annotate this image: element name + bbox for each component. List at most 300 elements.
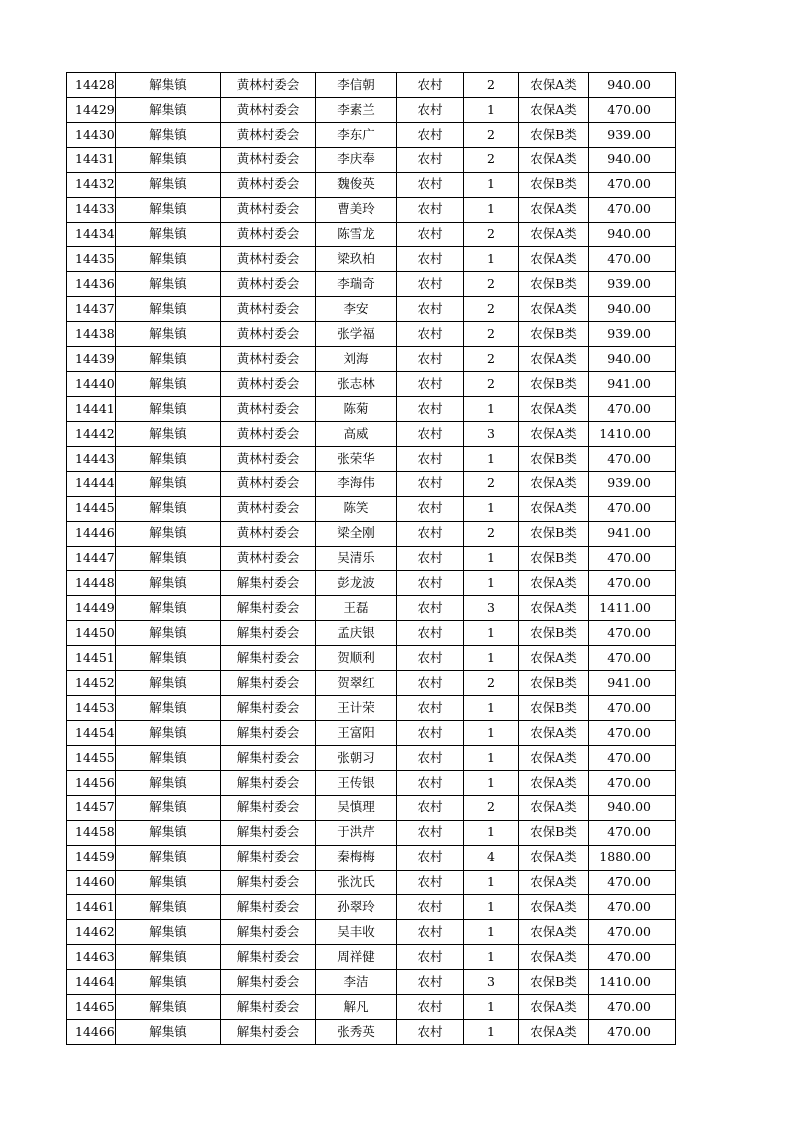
member-count-cell: 4 bbox=[464, 845, 519, 870]
record-id-cell: 14455 bbox=[67, 745, 116, 770]
household-type-cell: 农村 bbox=[397, 546, 464, 571]
insurance-category-cell: 农保B类 bbox=[519, 372, 589, 397]
village-committee-cell: 解集村委会 bbox=[221, 745, 316, 770]
village-committee-cell: 解集村委会 bbox=[221, 571, 316, 596]
person-name-cell: 梁玖柏 bbox=[316, 247, 397, 272]
member-count-cell: 3 bbox=[464, 421, 519, 446]
amount-cell: 1880.00 bbox=[589, 845, 676, 870]
table-row bbox=[67, 97, 676, 122]
insurance-category-cell: 农保A类 bbox=[519, 147, 589, 172]
village-committee-cell: 黄林村委会 bbox=[221, 396, 316, 421]
amount-cell: 470.00 bbox=[589, 895, 676, 920]
amount-cell: 470.00 bbox=[589, 770, 676, 795]
person-name-cell: 高威 bbox=[316, 421, 397, 446]
village-committee-cell: 解集村委会 bbox=[221, 795, 316, 820]
amount-cell: 470.00 bbox=[589, 621, 676, 646]
person-name-cell: 贺顺利 bbox=[316, 646, 397, 671]
record-id-cell: 14446 bbox=[67, 521, 116, 546]
household-type-cell: 农村 bbox=[397, 671, 464, 696]
village-committee-cell: 黄林村委会 bbox=[221, 496, 316, 521]
person-name-cell: 王富阳 bbox=[316, 720, 397, 745]
member-count-cell: 2 bbox=[464, 297, 519, 322]
household-type-cell: 农村 bbox=[397, 795, 464, 820]
record-id-cell: 14447 bbox=[67, 546, 116, 571]
village-committee-cell: 解集村委会 bbox=[221, 970, 316, 995]
member-count-cell: 2 bbox=[464, 73, 519, 98]
table-row bbox=[67, 696, 676, 721]
member-count-cell: 3 bbox=[464, 596, 519, 621]
person-name-cell: 陈笑 bbox=[316, 496, 397, 521]
amount-cell: 470.00 bbox=[589, 571, 676, 596]
insurance-category-cell: 农保A类 bbox=[519, 920, 589, 945]
member-count-cell: 2 bbox=[464, 222, 519, 247]
record-id-cell: 14458 bbox=[67, 820, 116, 845]
amount-cell: 470.00 bbox=[589, 646, 676, 671]
person-name-cell: 陈雪龙 bbox=[316, 222, 397, 247]
insurance-category-cell: 农保A类 bbox=[519, 247, 589, 272]
town-cell: 解集镇 bbox=[116, 895, 221, 920]
table-row bbox=[67, 172, 676, 197]
insurance-category-cell: 农保A类 bbox=[519, 795, 589, 820]
insurance-category-cell: 农保A类 bbox=[519, 770, 589, 795]
record-id-cell: 14438 bbox=[67, 322, 116, 347]
record-id-cell: 14428 bbox=[67, 73, 116, 98]
amount-cell: 470.00 bbox=[589, 446, 676, 471]
member-count-cell: 1 bbox=[464, 870, 519, 895]
town-cell: 解集镇 bbox=[116, 820, 221, 845]
record-id-cell: 14464 bbox=[67, 970, 116, 995]
record-id-cell: 14445 bbox=[67, 496, 116, 521]
member-count-cell: 2 bbox=[464, 471, 519, 496]
record-id-cell: 14461 bbox=[67, 895, 116, 920]
amount-cell: 470.00 bbox=[589, 720, 676, 745]
insurance-category-cell: 农保A类 bbox=[519, 945, 589, 970]
town-cell: 解集镇 bbox=[116, 546, 221, 571]
person-name-cell: 秦梅梅 bbox=[316, 845, 397, 870]
household-type-cell: 农村 bbox=[397, 297, 464, 322]
amount-cell: 470.00 bbox=[589, 97, 676, 122]
household-type-cell: 农村 bbox=[397, 820, 464, 845]
table-row bbox=[67, 322, 676, 347]
person-name-cell: 吴慎理 bbox=[316, 795, 397, 820]
insurance-category-cell: 农保B类 bbox=[519, 696, 589, 721]
town-cell: 解集镇 bbox=[116, 247, 221, 272]
town-cell: 解集镇 bbox=[116, 372, 221, 397]
insurance-category-cell: 农保B类 bbox=[519, 671, 589, 696]
village-committee-cell: 解集村委会 bbox=[221, 696, 316, 721]
village-committee-cell: 解集村委会 bbox=[221, 646, 316, 671]
record-id-cell: 14440 bbox=[67, 372, 116, 397]
member-count-cell: 1 bbox=[464, 696, 519, 721]
table-row bbox=[67, 770, 676, 795]
person-name-cell: 李庆奉 bbox=[316, 147, 397, 172]
record-id-cell: 14451 bbox=[67, 646, 116, 671]
table-row bbox=[67, 646, 676, 671]
village-committee-cell: 解集村委会 bbox=[221, 820, 316, 845]
household-type-cell: 农村 bbox=[397, 421, 464, 446]
insurance-category-cell: 农保A类 bbox=[519, 596, 589, 621]
village-committee-cell: 黄林村委会 bbox=[221, 147, 316, 172]
amount-cell: 470.00 bbox=[589, 1020, 676, 1045]
record-id-cell: 14452 bbox=[67, 671, 116, 696]
town-cell: 解集镇 bbox=[116, 845, 221, 870]
household-type-cell: 农村 bbox=[397, 970, 464, 995]
village-committee-cell: 黄林村委会 bbox=[221, 297, 316, 322]
village-committee-cell: 解集村委会 bbox=[221, 621, 316, 646]
table-row bbox=[67, 446, 676, 471]
town-cell: 解集镇 bbox=[116, 73, 221, 98]
record-id-cell: 14437 bbox=[67, 297, 116, 322]
village-committee-cell: 解集村委会 bbox=[221, 671, 316, 696]
amount-cell: 470.00 bbox=[589, 696, 676, 721]
member-count-cell: 1 bbox=[464, 945, 519, 970]
household-type-cell: 农村 bbox=[397, 222, 464, 247]
table-row bbox=[67, 471, 676, 496]
table-row bbox=[67, 297, 676, 322]
insurance-category-cell: 农保B类 bbox=[519, 172, 589, 197]
town-cell: 解集镇 bbox=[116, 571, 221, 596]
household-type-cell: 农村 bbox=[397, 870, 464, 895]
household-type-cell: 农村 bbox=[397, 347, 464, 372]
household-type-cell: 农村 bbox=[397, 571, 464, 596]
village-committee-cell: 黄林村委会 bbox=[221, 247, 316, 272]
person-name-cell: 李瑞奇 bbox=[316, 272, 397, 297]
amount-cell: 470.00 bbox=[589, 247, 676, 272]
person-name-cell: 张荣华 bbox=[316, 446, 397, 471]
household-type-cell: 农村 bbox=[397, 770, 464, 795]
amount-cell: 940.00 bbox=[589, 147, 676, 172]
record-id-cell: 14460 bbox=[67, 870, 116, 895]
person-name-cell: 张学福 bbox=[316, 322, 397, 347]
record-id-cell: 14457 bbox=[67, 795, 116, 820]
town-cell: 解集镇 bbox=[116, 471, 221, 496]
town-cell: 解集镇 bbox=[116, 646, 221, 671]
town-cell: 解集镇 bbox=[116, 945, 221, 970]
table-row bbox=[67, 795, 676, 820]
person-name-cell: 王计荣 bbox=[316, 696, 397, 721]
member-count-cell: 2 bbox=[464, 795, 519, 820]
household-type-cell: 农村 bbox=[397, 621, 464, 646]
member-count-cell: 1 bbox=[464, 496, 519, 521]
town-cell: 解集镇 bbox=[116, 596, 221, 621]
member-count-cell: 2 bbox=[464, 521, 519, 546]
table-row bbox=[67, 222, 676, 247]
record-id-cell: 14454 bbox=[67, 720, 116, 745]
table-row bbox=[67, 372, 676, 397]
person-name-cell: 李素兰 bbox=[316, 97, 397, 122]
record-id-cell: 14449 bbox=[67, 596, 116, 621]
amount-cell: 470.00 bbox=[589, 197, 676, 222]
town-cell: 解集镇 bbox=[116, 297, 221, 322]
insurance-category-cell: 农保A类 bbox=[519, 97, 589, 122]
record-id-cell: 14439 bbox=[67, 347, 116, 372]
table-row bbox=[67, 396, 676, 421]
table-row bbox=[67, 1020, 676, 1045]
amount-cell: 1410.00 bbox=[589, 421, 676, 446]
amount-cell: 939.00 bbox=[589, 122, 676, 147]
town-cell: 解集镇 bbox=[116, 396, 221, 421]
records-table bbox=[66, 72, 676, 1045]
village-committee-cell: 黄林村委会 bbox=[221, 73, 316, 98]
insurance-category-cell: 农保A类 bbox=[519, 421, 589, 446]
village-committee-cell: 解集村委会 bbox=[221, 720, 316, 745]
town-cell: 解集镇 bbox=[116, 621, 221, 646]
amount-cell: 939.00 bbox=[589, 272, 676, 297]
amount-cell: 941.00 bbox=[589, 671, 676, 696]
household-type-cell: 农村 bbox=[397, 745, 464, 770]
village-committee-cell: 黄林村委会 bbox=[221, 446, 316, 471]
person-name-cell: 解凡 bbox=[316, 995, 397, 1020]
household-type-cell: 农村 bbox=[397, 122, 464, 147]
person-name-cell: 王磊 bbox=[316, 596, 397, 621]
household-type-cell: 农村 bbox=[397, 1020, 464, 1045]
insurance-category-cell: 农保B类 bbox=[519, 322, 589, 347]
insurance-category-cell: 农保A类 bbox=[519, 995, 589, 1020]
household-type-cell: 农村 bbox=[397, 945, 464, 970]
table-row bbox=[67, 197, 676, 222]
household-type-cell: 农村 bbox=[397, 995, 464, 1020]
village-committee-cell: 黄林村委会 bbox=[221, 546, 316, 571]
town-cell: 解集镇 bbox=[116, 770, 221, 795]
town-cell: 解集镇 bbox=[116, 671, 221, 696]
household-type-cell: 农村 bbox=[397, 197, 464, 222]
village-committee-cell: 黄林村委会 bbox=[221, 172, 316, 197]
amount-cell: 940.00 bbox=[589, 222, 676, 247]
village-committee-cell: 黄林村委会 bbox=[221, 97, 316, 122]
village-committee-cell: 黄林村委会 bbox=[221, 322, 316, 347]
amount-cell: 470.00 bbox=[589, 172, 676, 197]
amount-cell: 1410.00 bbox=[589, 970, 676, 995]
table-row bbox=[67, 720, 676, 745]
table-row bbox=[67, 546, 676, 571]
village-committee-cell: 黄林村委会 bbox=[221, 222, 316, 247]
record-id-cell: 14429 bbox=[67, 97, 116, 122]
person-name-cell: 贺翠红 bbox=[316, 671, 397, 696]
insurance-category-cell: 农保B类 bbox=[519, 122, 589, 147]
amount-cell: 470.00 bbox=[589, 546, 676, 571]
person-name-cell: 彭龙波 bbox=[316, 571, 397, 596]
amount-cell: 940.00 bbox=[589, 297, 676, 322]
insurance-category-cell: 农保B类 bbox=[519, 621, 589, 646]
amount-cell: 1411.00 bbox=[589, 596, 676, 621]
amount-cell: 470.00 bbox=[589, 920, 676, 945]
village-committee-cell: 解集村委会 bbox=[221, 995, 316, 1020]
record-id-cell: 14456 bbox=[67, 770, 116, 795]
amount-cell: 470.00 bbox=[589, 396, 676, 421]
table-row bbox=[67, 995, 676, 1020]
town-cell: 解集镇 bbox=[116, 421, 221, 446]
household-type-cell: 农村 bbox=[397, 172, 464, 197]
amount-cell: 940.00 bbox=[589, 795, 676, 820]
household-type-cell: 农村 bbox=[397, 322, 464, 347]
record-id-cell: 14434 bbox=[67, 222, 116, 247]
member-count-cell: 1 bbox=[464, 446, 519, 471]
table-row bbox=[67, 820, 676, 845]
village-committee-cell: 解集村委会 bbox=[221, 870, 316, 895]
table-row bbox=[67, 596, 676, 621]
insurance-category-cell: 农保A类 bbox=[519, 471, 589, 496]
village-committee-cell: 解集村委会 bbox=[221, 770, 316, 795]
village-committee-cell: 解集村委会 bbox=[221, 596, 316, 621]
village-committee-cell: 解集村委会 bbox=[221, 945, 316, 970]
amount-cell: 939.00 bbox=[589, 322, 676, 347]
household-type-cell: 农村 bbox=[397, 147, 464, 172]
insurance-category-cell: 农保A类 bbox=[519, 571, 589, 596]
person-name-cell: 吴丰收 bbox=[316, 920, 397, 945]
town-cell: 解集镇 bbox=[116, 970, 221, 995]
town-cell: 解集镇 bbox=[116, 147, 221, 172]
person-name-cell: 李东广 bbox=[316, 122, 397, 147]
record-id-cell: 14466 bbox=[67, 1020, 116, 1045]
amount-cell: 470.00 bbox=[589, 745, 676, 770]
table-row bbox=[67, 845, 676, 870]
person-name-cell: 王传银 bbox=[316, 770, 397, 795]
town-cell: 解集镇 bbox=[116, 720, 221, 745]
household-type-cell: 农村 bbox=[397, 895, 464, 920]
village-committee-cell: 解集村委会 bbox=[221, 895, 316, 920]
record-id-cell: 14463 bbox=[67, 945, 116, 970]
household-type-cell: 农村 bbox=[397, 372, 464, 397]
table-row bbox=[67, 247, 676, 272]
member-count-cell: 1 bbox=[464, 97, 519, 122]
member-count-cell: 1 bbox=[464, 770, 519, 795]
insurance-category-cell: 农保B类 bbox=[519, 970, 589, 995]
table-row bbox=[67, 347, 676, 372]
town-cell: 解集镇 bbox=[116, 197, 221, 222]
record-id-cell: 14432 bbox=[67, 172, 116, 197]
record-id-cell: 14436 bbox=[67, 272, 116, 297]
household-type-cell: 农村 bbox=[397, 446, 464, 471]
town-cell: 解集镇 bbox=[116, 745, 221, 770]
insurance-category-cell: 农保A类 bbox=[519, 646, 589, 671]
household-type-cell: 农村 bbox=[397, 247, 464, 272]
village-committee-cell: 黄林村委会 bbox=[221, 122, 316, 147]
amount-cell: 939.00 bbox=[589, 471, 676, 496]
town-cell: 解集镇 bbox=[116, 995, 221, 1020]
household-type-cell: 农村 bbox=[397, 696, 464, 721]
person-name-cell: 李洁 bbox=[316, 970, 397, 995]
record-id-cell: 14459 bbox=[67, 845, 116, 870]
household-type-cell: 农村 bbox=[397, 396, 464, 421]
table-row bbox=[67, 421, 676, 446]
household-type-cell: 农村 bbox=[397, 272, 464, 297]
village-committee-cell: 黄林村委会 bbox=[221, 471, 316, 496]
person-name-cell: 周祥健 bbox=[316, 945, 397, 970]
household-type-cell: 农村 bbox=[397, 73, 464, 98]
member-count-cell: 1 bbox=[464, 546, 519, 571]
member-count-cell: 1 bbox=[464, 172, 519, 197]
record-id-cell: 14441 bbox=[67, 396, 116, 421]
amount-cell: 470.00 bbox=[589, 995, 676, 1020]
table-row bbox=[67, 671, 676, 696]
member-count-cell: 2 bbox=[464, 671, 519, 696]
town-cell: 解集镇 bbox=[116, 496, 221, 521]
table-row bbox=[67, 496, 676, 521]
member-count-cell: 1 bbox=[464, 920, 519, 945]
records-table-body bbox=[67, 73, 676, 1045]
town-cell: 解集镇 bbox=[116, 322, 221, 347]
member-count-cell: 1 bbox=[464, 995, 519, 1020]
town-cell: 解集镇 bbox=[116, 222, 221, 247]
member-count-cell: 1 bbox=[464, 1020, 519, 1045]
record-id-cell: 14442 bbox=[67, 421, 116, 446]
town-cell: 解集镇 bbox=[116, 1020, 221, 1045]
town-cell: 解集镇 bbox=[116, 696, 221, 721]
person-name-cell: 张朝习 bbox=[316, 745, 397, 770]
person-name-cell: 刘海 bbox=[316, 347, 397, 372]
table-row bbox=[67, 920, 676, 945]
table-row bbox=[67, 970, 676, 995]
village-committee-cell: 黄林村委会 bbox=[221, 421, 316, 446]
person-name-cell: 魏俊英 bbox=[316, 172, 397, 197]
member-count-cell: 2 bbox=[464, 322, 519, 347]
record-id-cell: 14435 bbox=[67, 247, 116, 272]
insurance-category-cell: 农保A类 bbox=[519, 347, 589, 372]
person-name-cell: 张秀英 bbox=[316, 1020, 397, 1045]
household-type-cell: 农村 bbox=[397, 97, 464, 122]
person-name-cell: 张沈氏 bbox=[316, 870, 397, 895]
member-count-cell: 1 bbox=[464, 646, 519, 671]
person-name-cell: 吴清乐 bbox=[316, 546, 397, 571]
town-cell: 解集镇 bbox=[116, 446, 221, 471]
amount-cell: 941.00 bbox=[589, 521, 676, 546]
table-row bbox=[67, 870, 676, 895]
village-committee-cell: 黄林村委会 bbox=[221, 347, 316, 372]
household-type-cell: 农村 bbox=[397, 845, 464, 870]
member-count-cell: 2 bbox=[464, 147, 519, 172]
table-row bbox=[67, 521, 676, 546]
town-cell: 解集镇 bbox=[116, 870, 221, 895]
record-id-cell: 14462 bbox=[67, 920, 116, 945]
insurance-category-cell: 农保B类 bbox=[519, 521, 589, 546]
village-committee-cell: 解集村委会 bbox=[221, 920, 316, 945]
insurance-category-cell: 农保B类 bbox=[519, 446, 589, 471]
person-name-cell: 张志林 bbox=[316, 372, 397, 397]
member-count-cell: 2 bbox=[464, 122, 519, 147]
member-count-cell: 1 bbox=[464, 745, 519, 770]
amount-cell: 470.00 bbox=[589, 945, 676, 970]
household-type-cell: 农村 bbox=[397, 496, 464, 521]
table-row bbox=[67, 621, 676, 646]
record-id-cell: 14453 bbox=[67, 696, 116, 721]
insurance-category-cell: 农保A类 bbox=[519, 297, 589, 322]
table-row bbox=[67, 147, 676, 172]
record-id-cell: 14430 bbox=[67, 122, 116, 147]
person-name-cell: 李信朝 bbox=[316, 73, 397, 98]
household-type-cell: 农村 bbox=[397, 521, 464, 546]
table-row bbox=[67, 745, 676, 770]
insurance-category-cell: 农保A类 bbox=[519, 73, 589, 98]
village-committee-cell: 解集村委会 bbox=[221, 845, 316, 870]
town-cell: 解集镇 bbox=[116, 521, 221, 546]
insurance-category-cell: 农保A类 bbox=[519, 870, 589, 895]
household-type-cell: 农村 bbox=[397, 720, 464, 745]
member-count-cell: 1 bbox=[464, 621, 519, 646]
insurance-category-cell: 农保B类 bbox=[519, 272, 589, 297]
person-name-cell: 孙翠玲 bbox=[316, 895, 397, 920]
insurance-category-cell: 农保A类 bbox=[519, 396, 589, 421]
record-id-cell: 14444 bbox=[67, 471, 116, 496]
person-name-cell: 陈菊 bbox=[316, 396, 397, 421]
amount-cell: 470.00 bbox=[589, 820, 676, 845]
person-name-cell: 李海伟 bbox=[316, 471, 397, 496]
amount-cell: 940.00 bbox=[589, 347, 676, 372]
insurance-category-cell: 农保A类 bbox=[519, 745, 589, 770]
village-committee-cell: 黄林村委会 bbox=[221, 372, 316, 397]
person-name-cell: 曹美玲 bbox=[316, 197, 397, 222]
town-cell: 解集镇 bbox=[116, 347, 221, 372]
table-row bbox=[67, 895, 676, 920]
